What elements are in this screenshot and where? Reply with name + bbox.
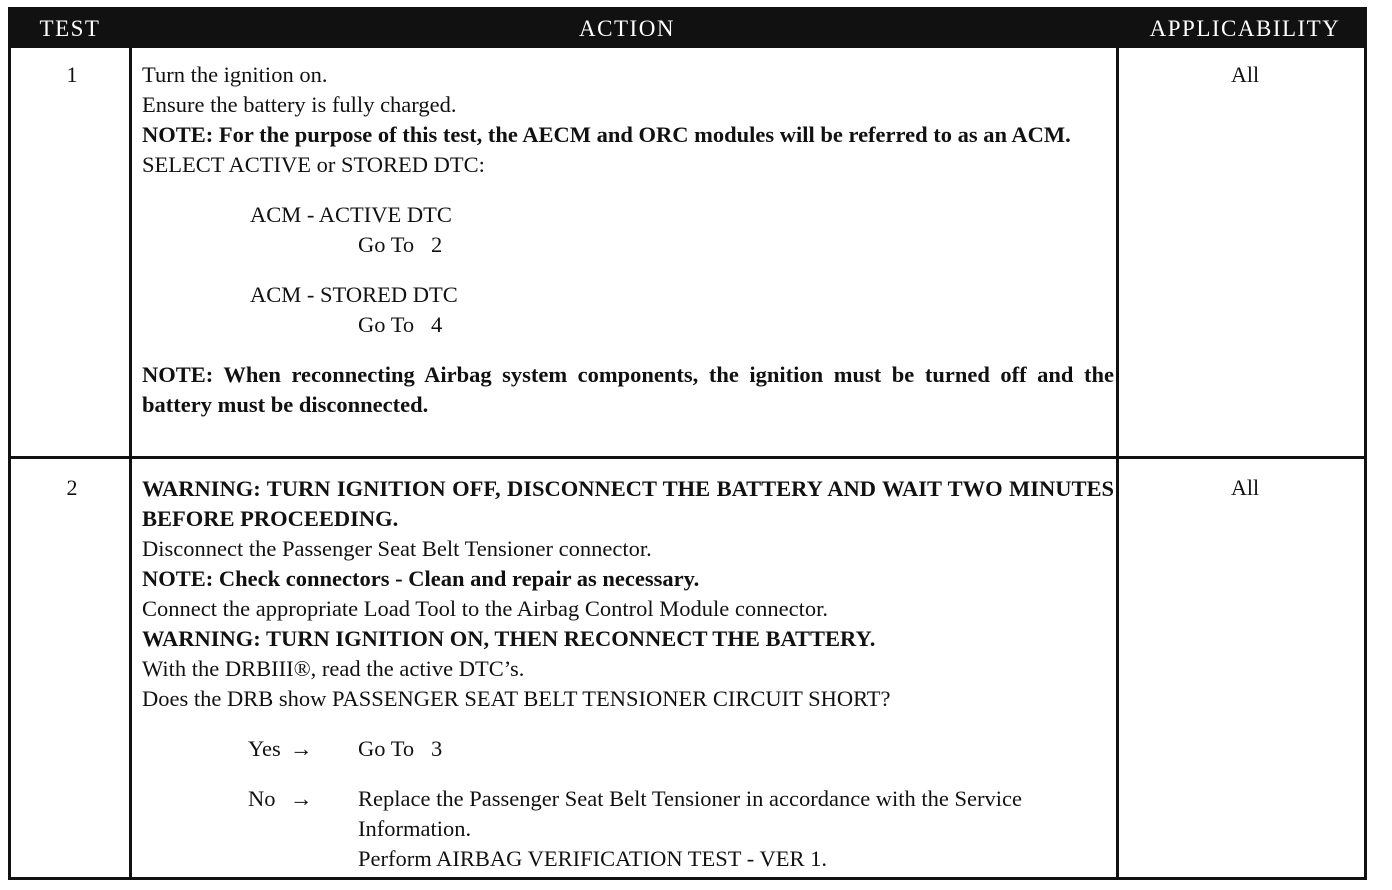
action-cell [142, 474, 1114, 874]
action-line: Disconnect the Passenger Seat Belt Tensioner connector. [142, 536, 652, 561]
diagnostic-table [8, 7, 1367, 880]
header-test: TEST [39, 16, 101, 41]
action-line: Turn the ignition on. [142, 62, 328, 87]
header-applicability: APPLICABILITY [1149, 16, 1341, 41]
goto-instruction: Go To 3 [358, 736, 443, 761]
no-option [142, 784, 1114, 874]
yes-label: Yes [248, 736, 281, 761]
note-text: NOTE: When reconnecting Airbag system components, the ignition must be turned off and the battery must be disconnected. [142, 362, 1114, 417]
option-label: ACM - ACTIVE DTC [250, 202, 452, 227]
question-text: Does the DRB show PASSENGER SEAT BELT TENSIONER CIRCUIT SHORT? [142, 686, 891, 711]
test-number: 2 [66, 475, 78, 500]
note-text: NOTE: For the purpose of this test, the AECM and ORC modules will be referred to as an ACM. [142, 122, 1071, 147]
action-line: SELECT ACTIVE or STORED DTC: [142, 152, 485, 177]
note-text: NOTE: Check connectors - Clean and repair as necessary. [142, 566, 700, 591]
verification-instruction: Perform AIRBAG VERIFICATION TEST - VER 1. [358, 846, 827, 871]
header-action: ACTION [579, 16, 675, 41]
no-option-text [358, 784, 1114, 874]
warning-text: WARNING: TURN IGNITION ON, THEN RECONNECT THE BATTERY. [142, 626, 876, 651]
test-number: 1 [66, 62, 78, 87]
replace-instruction: Replace the Passenger Seat Belt Tensioner in accordance with the Service Information. [358, 786, 1023, 841]
option-label: ACM - STORED DTC [250, 282, 458, 307]
applicability-cell: All [1230, 62, 1260, 87]
no-label: No [248, 786, 276, 811]
goto-instruction: Go To 4 [358, 312, 443, 337]
action-line: Connect the appropriate Load Tool to the Airbag Control Module connector. [142, 596, 828, 621]
goto-instruction: Go To 2 [358, 232, 443, 257]
warning-text: WARNING: TURN IGNITION OFF, DISCONNECT THE BATTERY AND WAIT TWO MINUTES BEFORE PROCEEDING. [142, 476, 1114, 531]
applicability-cell: All [1230, 475, 1260, 500]
action-line: Ensure the battery is fully charged. [142, 92, 457, 117]
arrow-right-icon: → [290, 786, 313, 811]
arrow-right-icon: → [290, 736, 313, 761]
action-line: With the DRBIII®, read the active DTC’s. [142, 656, 525, 681]
table-row-test-2 [11, 459, 1364, 877]
table-header [11, 10, 1364, 48]
action-cell [142, 60, 1114, 420]
table-row-test-1 [11, 48, 1364, 456]
yes-option [142, 734, 1114, 764]
